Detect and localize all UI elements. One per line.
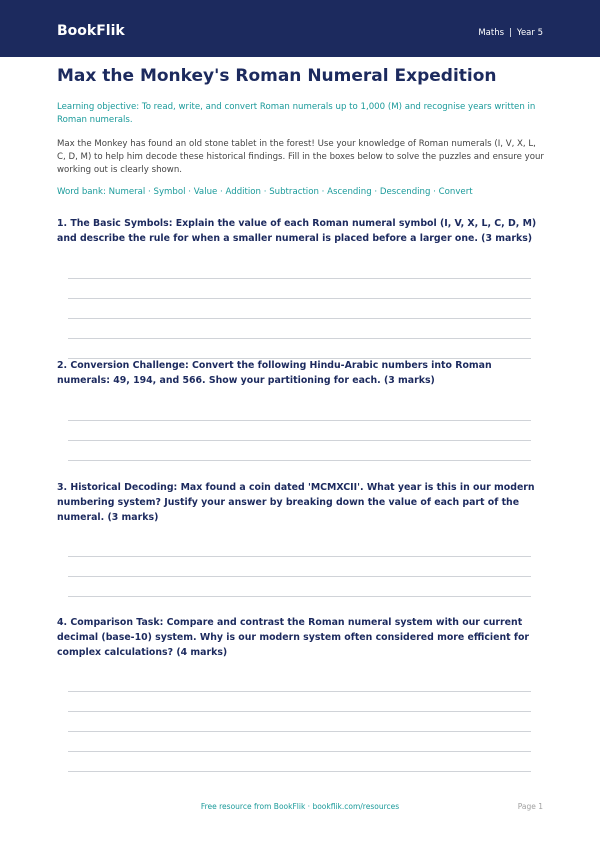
page-title: Max the Monkey's Roman Numeral Expedition [57,66,497,86]
learning-objective: Learning objective: To read, write, and convert Roman numerals up to 1,000 (M) and recognise years written in Roman numerals. [57,102,536,125]
year-label: Year 5 [516,28,543,38]
footer-credit[interactable]: Free resource from BookFlik · bookflik.com/resources [200,802,400,811]
answer-line[interactable] [68,278,531,279]
brand-logo[interactable]: BookFlik [57,23,125,39]
answer-line[interactable] [68,771,531,772]
answer-line[interactable] [68,440,531,441]
answer-line[interactable] [68,711,531,712]
page-header [0,0,600,57]
answer-line[interactable] [68,576,531,577]
intro-text: Max the Monkey has found an old stone tablet in the forest! Use your knowledge of Roman numerals (I, V, X, L, C, D, M) to help him decode these historical findings. Fill in the boxes below to solve the puzzles and ensure your working out is clearly shown. [57,139,544,175]
answer-line[interactable] [68,318,531,319]
page-number: Page 1 [517,802,543,811]
answer-line[interactable] [68,556,531,557]
subject-year [478,28,543,38]
answer-line[interactable] [68,420,531,421]
answer-line[interactable] [68,691,531,692]
answer-line[interactable] [68,596,531,597]
answer-line[interactable] [68,338,531,339]
question-2: 2. Conversion Challenge: Convert the following Hindu-Arabic numbers into Roman numerals: 49, 194, and 566. Show your partitioning for each. (3 marks) [57,360,492,386]
answer-line[interactable] [68,460,531,461]
subject-label: Maths [478,28,505,38]
question-1: 1. The Basic Symbols: Explain the value of each Roman numeral symbol (I, V, X, L, C, D, M) and describe the rule for when a smaller numeral is placed before a larger one. (3 marks) [57,218,537,244]
question-3: 3. Historical Decoding: Max found a coin dated 'MCMXCII'. What year is this in our modern numbering system? Justify your answer by breaking down the value of each part of the numeral. (3 marks) [57,482,535,523]
answer-line[interactable] [68,731,531,732]
answer-line[interactable] [68,751,531,752]
meta-separator: | [509,28,512,38]
question-4: 4. Comparison Task: Compare and contrast the Roman numeral system with our current decimal (base-10) system. Why is our modern system often considered more efficient for complex calculations? (4 marks) [57,617,530,658]
answer-line[interactable] [68,298,531,299]
word-bank: Word bank: Numeral · Symbol · Value · Addition · Subtraction · Ascending · Descending · Convert [57,187,473,197]
